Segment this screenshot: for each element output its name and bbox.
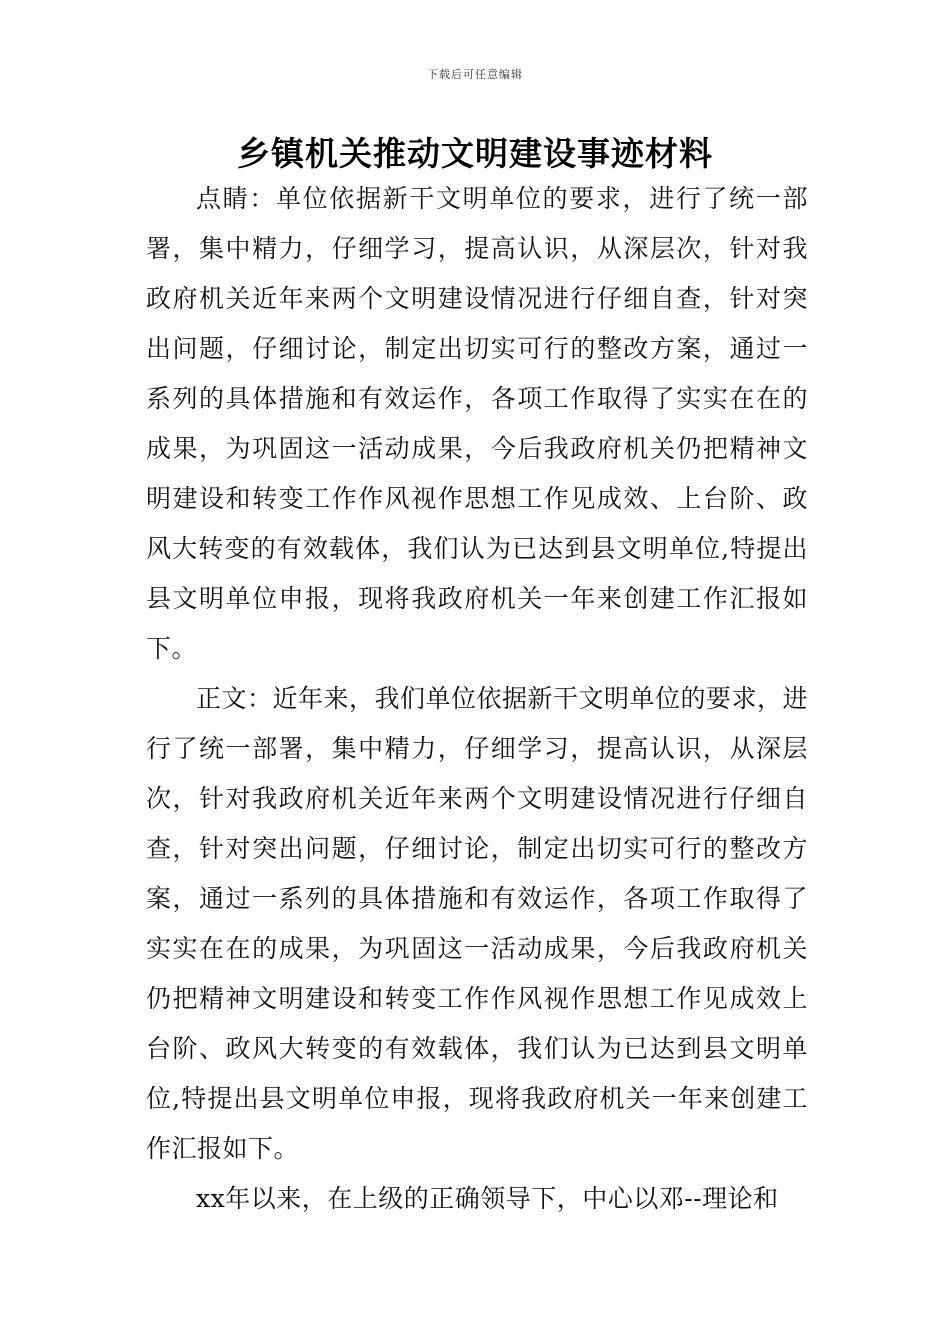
paragraph-continuation: xx年以来，在上级的正确领导下，中心以邓--理论和 (196, 1184, 779, 1213)
document-title: 乡镇机关推动文明建设事迹材料 (237, 134, 713, 173)
document-body (146, 174, 808, 1224)
paragraph-summary: 点睛：单位依据新干文明单位的要求，进行了统一部署，集中精力，仔细学习，提高认识，从深层次，针对我政府机关近年来两个文明建设情况进行仔细自查，针对突出问题，仔细讨论，制定出切实可行的整改方案，通过一系列的具体措施和有效运作，各项工作取得了实实在在的成果，为巩固这一活动成果，今后我政府机关仍把精神文明建设和转变工作作风视作思想工作见成效、上台阶、政风大转变的有效载体，我们认为已达到县文明单位,特提出县文明单位申报，现将我政府机关一年来创建工作汇报如下。 (146, 184, 808, 663)
paragraph-main-text: 正文：近年来，我们单位依据新干文明单位的要求，进行了统一部署，集中精力，仔细学习，提高认识，从深层次，针对我政府机关近年来两个文明建设情况进行仔细自查，针对突出问题，仔细讨论，制定出切实可行的整改方案，通过一系列的具体措施和有效运作，各项工作取得了实实在在的成果，为巩固这一活动成果，今后我政府机关仍把精神文明建设和转变工作作风视作思想工作见成效上台阶、政风大转变的有效载体，我们认为已达到县文明单位,特提出县文明单位申报，现将我政府机关一年来创建工作汇报如下。 (146, 684, 809, 1163)
header-note: 下载后可任意编辑 (427, 68, 523, 81)
